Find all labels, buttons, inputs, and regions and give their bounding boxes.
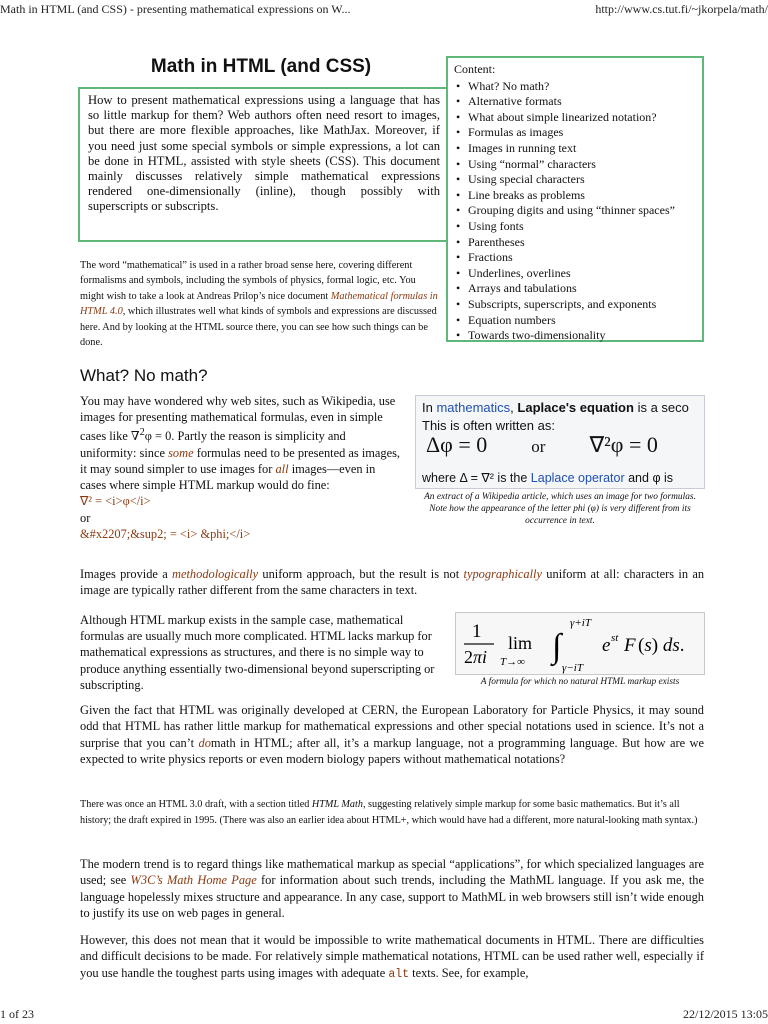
code-example-2: &#x2207;&sup2; = <i> &phi;</i>	[80, 526, 251, 541]
browser-page-title: Math in HTML (and CSS) - presenting mathematical expressions on W...	[0, 2, 351, 16]
paragraph-intro: You may have wondered why web sites, such as Wikipedia, use images for presenting mathematical formulas, even in simple cases like ∇$^2$φ = 0. Partly the reason is simplicity and uniformity: since some formulas need to be presented as images, it may sound simpler to use images for all images—even in cases where simple HTML markup would do fine: ∇² = <i>φ</i> or &#x2207;&sup2; = <i> &phi;</i>	[80, 394, 401, 541]
toc-item-parentheses[interactable]: • Parentheses	[454, 235, 696, 251]
toc-item-underlines[interactable]: • Underlines, overlines	[454, 266, 696, 282]
toc-item-two-dimensionality[interactable]: • Towards two-dimensionality	[454, 328, 696, 344]
toc-title: Content:	[454, 62, 496, 76]
browser-url: http://www.cs.tut.fi/~jkorpela/math/	[595, 2, 768, 16]
laplace-formula: Δφ = 0 or ∇²φ = 0	[426, 432, 658, 457]
code-example-1: ∇² = <i>φ</i>	[80, 494, 151, 509]
toc-item-grouping-digits[interactable]: • Grouping digits and using “thinner spaces”	[454, 203, 696, 219]
abstract-box	[78, 87, 446, 242]
paragraph-modern-trend: The modern trend is to regard things like mathematical markup as special “applications”, for which specialized languages are used; see W3C’s Math Home Page for information about such trends, including the MathML language. If you ask me, the language hopelessly mixes structure and appearance. In any case, support to MathML in web browsers still isn’t wide enough to justify its use on web pages in general.	[80, 857, 704, 920]
svg-text:∫: ∫	[552, 628, 562, 665]
svg-text:γ+iT: γ+iT	[570, 617, 591, 629]
toc-item-fractions[interactable]: • Fractions	[454, 250, 696, 266]
complex-formula-image	[455, 612, 705, 675]
svg-text:e: e	[602, 635, 611, 656]
svg-text:1: 1	[472, 621, 482, 642]
page-counter: 1 of 23	[0, 1007, 34, 1021]
prilop-doc-link[interactable]: Mathematical formulas in HTML 4.0	[80, 290, 438, 318]
toc-item-arrays[interactable]: • Arrays and tabulations	[454, 281, 696, 297]
wikipedia-extract-image: In mathematics, Laplace's equation is a seco This is often written as: Δφ = 0 or ∇²φ = 0 where Δ = ∇² is the Laplace operator and φ is	[415, 395, 705, 489]
complex-formula-svg	[456, 613, 704, 674]
toc-list	[454, 79, 696, 344]
svg-text:T→∞: T→∞	[500, 656, 525, 668]
paragraph-html3-note: There was once an HTML 3.0 draft, with a section titled HTML Math, suggesting relatively simple markup for some basic mathematics. But it’s all history; the draft expired in 1995. (There was also an earlier idea about HTML+, which would have had a different, more natural-looking math syntax.)	[80, 799, 698, 826]
svg-text:(s) ds.: (s) ds.	[638, 635, 685, 656]
toc-item-equation-numbers[interactable]: • Equation numbers	[454, 313, 696, 329]
paragraph-cern: Given the fact that HTML was originally developed at CERN, the European Laboratory for Particle Physics, it may sound odd that HTML has rather little markup for mathematical expressions and other special notations used in science. It’s not a surprise that you can’t domath in HTML; after all, it’s a markup language, not a programming language. But how are we expected to write physics reports or even modern biology papers without mathematical notations?	[80, 703, 704, 766]
toc-item-alternative-formats[interactable]: • Alternative formats	[454, 94, 696, 110]
page-title: Math in HTML (and CSS)	[150, 56, 372, 77]
table-of-contents	[446, 56, 704, 342]
toc-item-special-characters[interactable]: • Using special characters	[454, 172, 696, 188]
svg-text:lim: lim	[508, 633, 533, 653]
svg-text:γ−iT: γ−iT	[562, 662, 583, 674]
toc-item-no-math[interactable]: • What? No math?	[454, 79, 696, 95]
toc-item-images-in-text[interactable]: • Images in running text	[454, 141, 696, 157]
scope-note: The word “mathematical” is used in a rather broad sense here, covering different formalisms and symbols, including the symbols of physics, formal logic, etc. You might wish to take a look at Andreas Prilop’s nice document Mathematical formulas in HTML 4.0, which illustrates well what kinds of symbols and expressions are discussed here. And by looking at the HTML source there, you can see how such things can be done.	[80, 260, 438, 349]
or-label: or	[80, 510, 91, 525]
paragraph-uniform-approach: Images provide a methodologically uniform approach, but the result is not typographically uniform at all: characters in an image are typically rather different from the same characters in text.	[80, 567, 705, 598]
toc-item-normal-characters[interactable]: • Using “normal” characters	[454, 157, 696, 173]
toc-item-formulas-as-images[interactable]: • Formulas as images	[454, 125, 696, 141]
abstract-text: How to present mathematical expressions using a language that has so little markup for them? Web authors often need resort to images, but there are more flexible approaches, like MathJax. Moreover, if you need just some special symbols or simple expressions, a lot can be done in HTML, assisted with style sheets (CSS). This document mainly discusses relatively simple mathematical expressions rendered one-dimensionally (inline), though possibly with superscripts or subscripts.	[88, 93, 440, 214]
svg-text:2πi: 2πi	[464, 647, 488, 667]
paragraph-however: However, this does not mean that it would be impossible to write mathematical documents in HTML. There are difficulties and difficult decisions to be made. For relatively simple mathematical notations, HTML can be used rather well, especially if you use handle the toughest parts using images with adequate alt texts. See, for example,	[80, 933, 704, 981]
toc-item-linearized-notation[interactable]: • What about simple linearized notation?	[454, 110, 696, 126]
section-heading-no-math: What? No math?	[80, 366, 208, 385]
w3c-math-link[interactable]: W3C’s Math Home Page	[130, 873, 257, 888]
wikipedia-extract-caption: An extract of a Wikipedia article, which uses an image for two formulas. Note how the appearance of the letter phi (φ) is very different from its occurrence in text.	[424, 492, 696, 526]
paragraph-complicated-formulas: Although HTML markup exists in the sample case, mathematical formulas are usually much more complicated. HTML lacks markup for mathematical expressions as structures, and there is no simple way to produce anything essentially two-dimensional beyond superscripting or subscripting.	[80, 613, 435, 692]
toc-item-subscripts[interactable]: • Subscripts, superscripts, and exponents	[454, 297, 696, 313]
toc-item-line-breaks[interactable]: • Line breaks as problems	[454, 188, 696, 204]
svg-text:F: F	[624, 635, 636, 656]
toc-item-using-fonts[interactable]: • Using fonts	[454, 219, 696, 235]
svg-text:st: st	[611, 632, 619, 644]
print-timestamp: 22/12/2015 13:05	[682, 1007, 768, 1021]
complex-formula-caption: A formula for which no natural HTML markup exists	[480, 677, 680, 687]
